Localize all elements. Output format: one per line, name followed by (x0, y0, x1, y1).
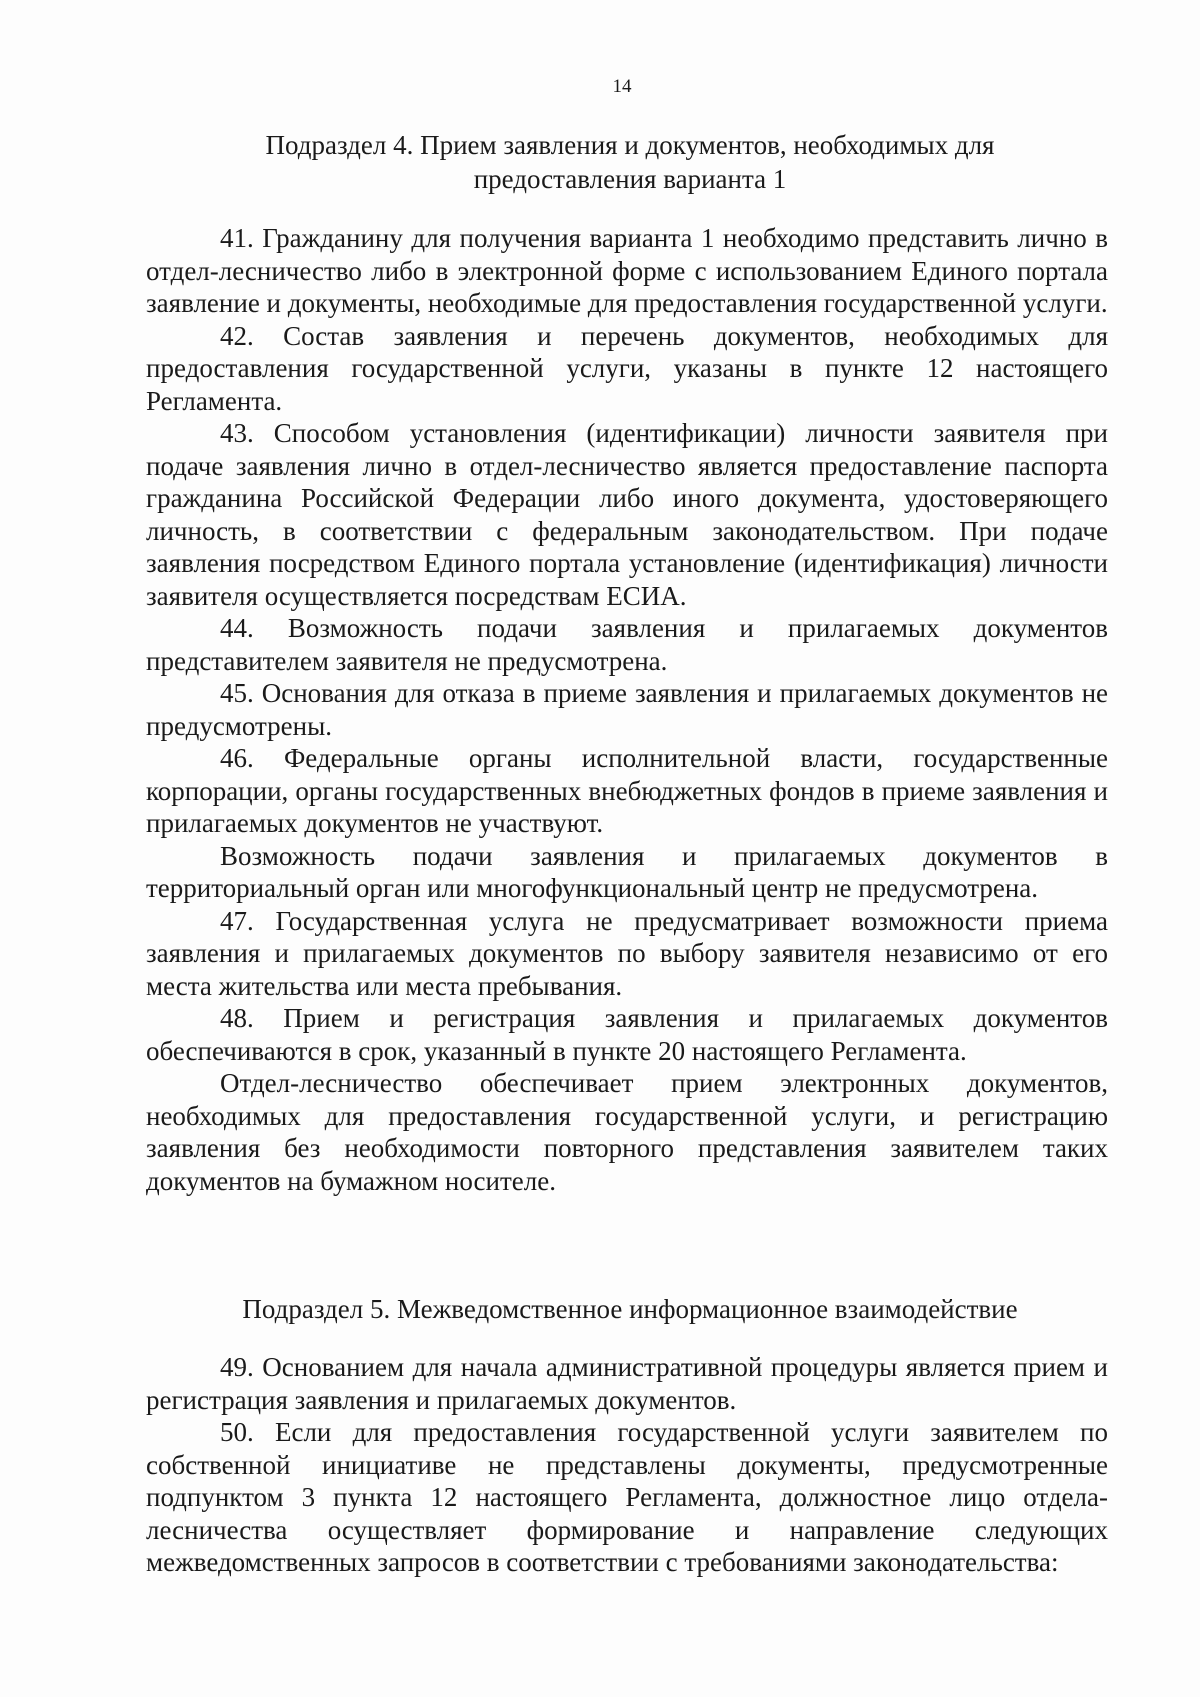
section-4-body (146, 222, 1108, 1197)
paragraph-45: 45. Основания для отказа в приеме заявления и прилагаемых документов не предусмотрены. (146, 678, 1108, 741)
page-number: 14 (612, 76, 632, 97)
paragraph-47: 47. Государственная услуга не предусматривает возможности приема заявления и прилагаемых документов по выбору заявителя независимо от его места жительства или места пребывания. (146, 905, 1108, 1001)
paragraph-49: 49. Основанием для начала административной процедуры является прием и регистрация заявления и прилагаемых документов. (146, 1352, 1108, 1415)
section-4-heading-line-1: Подраздел 4. Прием заявления и документов, необходимых для (265, 130, 995, 160)
paragraph-48-continued: Отдел-лесничество обеспечивает прием электронных документов, необходимых для предоставления государственной услуги, и регистрацию заявления без необходимости повторного представления заявителем таких документов на бумажном носителе. (146, 1068, 1108, 1196)
section-4-heading-line-2: предоставления варианта 1 (473, 164, 787, 194)
paragraph-48: 48. Прием и регистрация заявления и прилагаемых документов обеспечиваются в срок, указанный в пункте 20 настоящего Регламента. (146, 1003, 1108, 1066)
paragraph-46: 46. Федеральные органы исполнительной власти, государственные корпорации, органы государственных внебюджетных фондов в приеме заявления и прилагаемых документов не участвуют. (146, 743, 1108, 838)
paragraph-46-continued: Возможность подачи заявления и прилагаемых документов в территориальный орган или многофункциональный центр не предусмотрена. (146, 840, 1108, 903)
section-4-heading (150, 128, 1110, 196)
paragraph-50: 50. Если для предоставления государственной услуги заявителем по собственной инициативе не представлены документы, предусмотренные подпунктом 3 пункта 12 настоящего Регламента, должностное лицо отдела-лесничества осуществляет формирование и направление следующих межведомственных запросов в соответствии с требованиями законодательства: (146, 1417, 1108, 1577)
section-5-heading: Подраздел 5. Межведомственное информационное взаимодействие (242, 1294, 1018, 1324)
paragraph-43: 43. Способом установления (идентификации) личности заявителя при подаче заявления лично в отдел-лесничество является предоставление паспорта гражданина Российской Федерации либо иного документа, удостоверяющего личность, в соответствии с федеральным законодательством. При подаче заявления посредством Единого портала установление (идентификация) личности заявителя осуществляется посредствам ЕСИА. (146, 418, 1108, 611)
paragraph-42: 42. Состав заявления и перечень документов, необходимых для предоставления государственной услуги, указаны в пункте 12 настоящего Регламента. (146, 320, 1108, 416)
paragraph-41: 41. Гражданину для получения варианта 1 необходимо представить лично в отдел-лесничество либо в электронной форме с использованием Единого портала заявление и документы, необходимые для предоставления государственной услуги. (146, 223, 1108, 318)
paragraph-44: 44. Возможность подачи заявления и прилагаемых документов представителем заявителя не предусмотрена. (146, 613, 1108, 676)
section-5-body (146, 1351, 1108, 1579)
